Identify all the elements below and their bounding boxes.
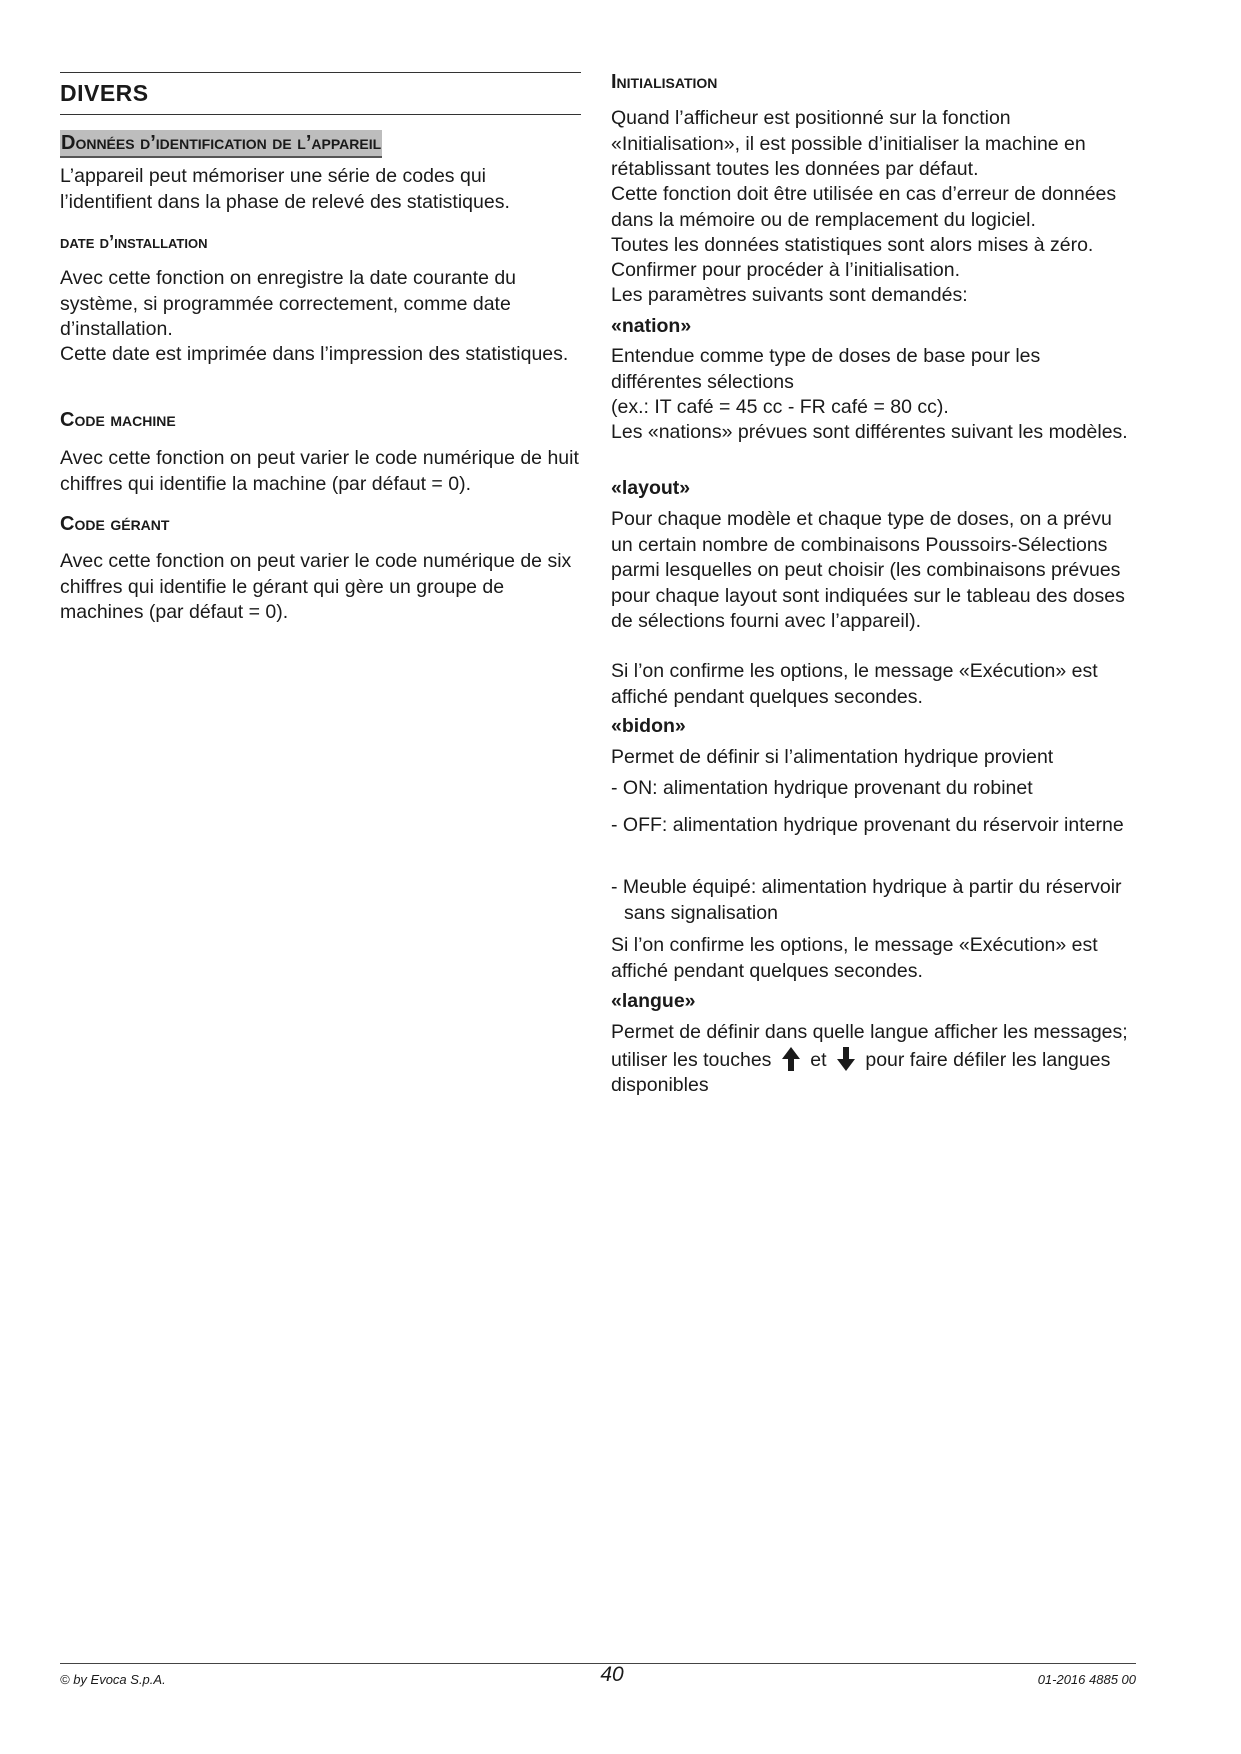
para-code-gerant: Avec cette fonction on peut varier le code numérique de six chiffres qui identifie le gérant qui gère un groupe de machines (par défaut = 0).	[60, 550, 572, 623]
para-code-machine: Avec cette fonction on peut varier le code numérique de huit chiffres qui identifie la machine (par défaut = 0).	[60, 447, 579, 495]
para-langue	[611, 1020, 1136, 1099]
para-init-5: Les paramètres suivants sont demandés:	[611, 284, 968, 306]
label-layout: «layout»	[611, 477, 691, 499]
heading-identification: Données d’identification de l’appareil	[60, 130, 382, 158]
arrow-down-icon	[836, 1046, 856, 1072]
para-init-1: Quand l’afficheur est positionné sur la fonction «Initialisation», il est possible d’initialiser la machine en rétablissant toutes les données par défaut.	[611, 107, 1086, 180]
footer-doc-code: 01-2016 4885 00	[1037, 1672, 1136, 1687]
para-langue-part-a: Permet de définir dans quelle langue afficher les messages; utiliser les touches	[611, 1021, 1128, 1071]
heading-code-machine: Code machine	[60, 409, 176, 431]
label-nation: «nation»	[611, 315, 692, 337]
para-layout-2: Si l’on confirme les options, le message «Exécution» est affiché pendant quelques secondes.	[611, 660, 1098, 708]
page-number: 40	[600, 1663, 624, 1686]
heading-initialisation: Initialisation	[611, 71, 718, 93]
footer-copyright: © by Evoca S.p.A.	[60, 1672, 166, 1687]
para-langue-part-b: et	[804, 1048, 832, 1071]
para-nation-2: (ex.: IT café = 45 cc - FR café = 80 cc).	[611, 396, 949, 418]
para-bidon-1: Permet de définir si l’alimentation hydrique provient	[611, 746, 1054, 768]
section-rule-bottom	[60, 114, 581, 115]
list-item: - Meuble équipé: alimentation hydrique à partir du réservoir sans signalisation	[611, 876, 1122, 924]
para-identification: L’appareil peut mémoriser une série de codes qui l’identifient dans la phase de relevé des statistiques.	[60, 165, 510, 213]
heading-code-gerant: Code gérant	[60, 513, 170, 535]
section-title: DIVERS	[60, 80, 149, 106]
para-nation-3: Les «nations» prévues sont différentes suivant les modèles.	[611, 421, 1128, 443]
para-date-2: Cette date est imprimée dans l’impression des statistiques.	[60, 343, 569, 365]
para-langue-part-c: pour faire défiler les langues disponibles	[611, 1048, 1111, 1096]
para-layout-1: Pour chaque modèle et chaque type de doses, on a prévu un certain nombre de combinaisons Poussoirs-Sélections parmi lesquelles on peut choisir (les combinaisons prévues pour chaque layout sont indiquées sur le tableau des doses de sélections fourni avec l’appareil).	[611, 508, 1125, 632]
para-nation-1: Entendue comme type de doses de base pour les différentes sélections	[611, 345, 1041, 393]
list-item: - OFF: alimentation hydrique provenant du réservoir interne	[611, 814, 1124, 836]
label-langue: «langue»	[611, 990, 696, 1012]
para-init-3: Toutes les données statistiques sont alors mises à zéro.	[611, 234, 1094, 256]
para-init-4: Confirmer pour procéder à l’initialisation.	[611, 259, 960, 281]
para-bidon-2: Si l’on confirme les options, le message «Exécution» est affiché pendant quelques secondes.	[611, 934, 1098, 982]
arrow-up-icon	[781, 1046, 801, 1072]
para-init-2: Cette fonction doit être utilisée en cas d’erreur de données dans la mémoire ou de remplacement du logiciel.	[611, 183, 1117, 231]
section-rule-top	[60, 72, 581, 73]
list-item: - ON: alimentation hydrique provenant du robinet	[611, 777, 1033, 799]
heading-date-installation: date d’installation	[60, 231, 208, 252]
label-bidon: «bidon»	[611, 715, 686, 737]
para-date-1: Avec cette fonction on enregistre la date courante du système, si programmée correctement, comme date d’installation.	[60, 267, 517, 340]
